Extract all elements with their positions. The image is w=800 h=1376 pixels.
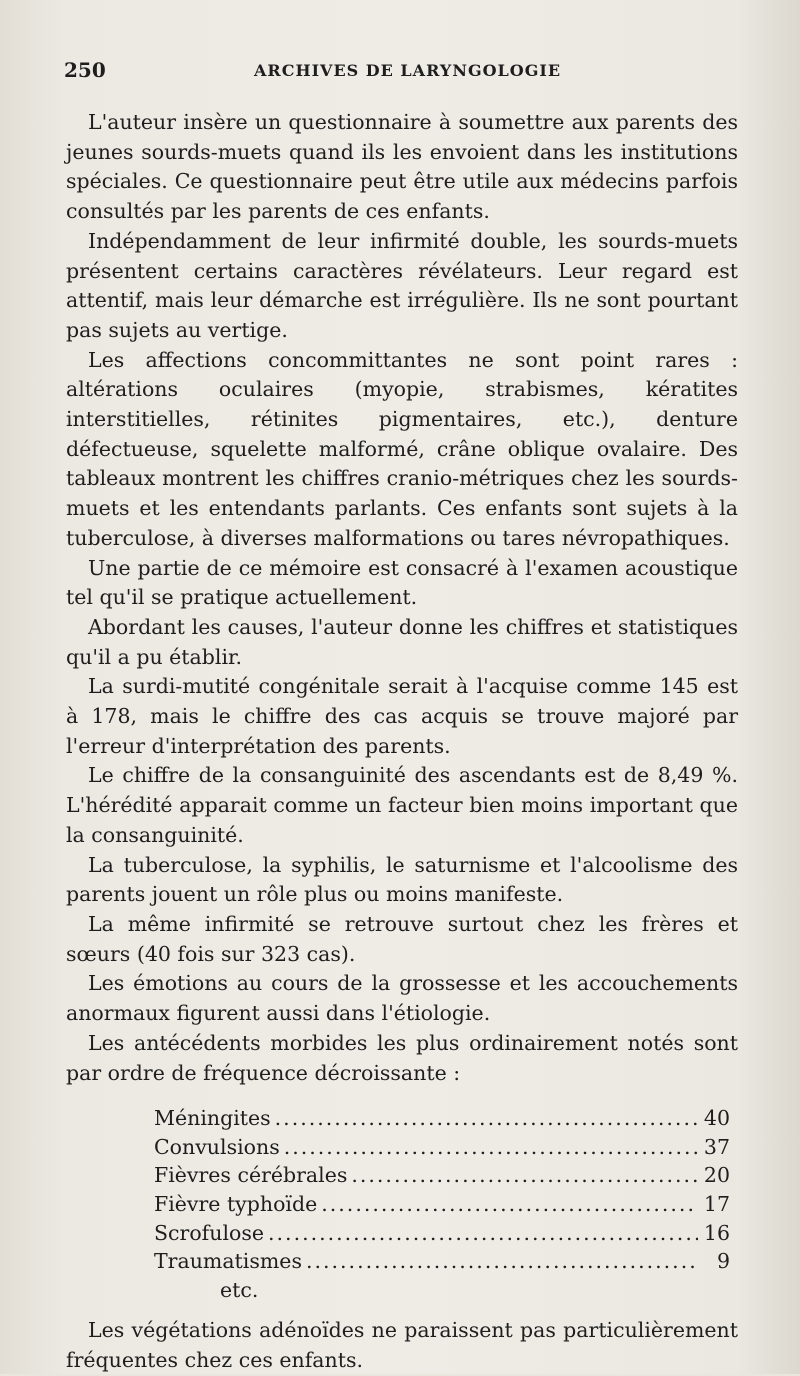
list-item-count: 16 [703,1220,730,1245]
dot-leader [321,1190,698,1219]
paragraph: Les affections concommittantes ne sont point rares : altérations oculaires (myopie, strabismes, kératites interstitielles, rétinites pigmentaires, etc.), denture défectueuse, squelette malformé, crâne oblique ovalaire. Des tableaux montrent les chiffres cranio-métriques chez les sourds-muets et les entendants parlants. Ces enfants sont sujets à la tuberculose, à diverses malformations ou tares névropathiques. [66,347,738,550]
list-item [66,1247,730,1276]
list-item-label: Fièvre typhoïde [154,1191,318,1216]
list-item-label: Traumatismes [154,1249,302,1274]
page-header [64,58,736,86]
list-item [66,1161,730,1190]
list-etc: etc. [220,1277,259,1302]
paragraph: Abordant les causes, l'auteur donne les chiffres et statistiques qu'il a pu établir. [66,614,738,669]
antecedents-list [66,1104,738,1304]
paragraph: Les antécédents morbides les plus ordinairement notés sont par ordre de fréquence décroissante : [66,1030,738,1085]
dot-leader [275,1104,698,1133]
list-item [66,1133,730,1162]
list-item [66,1190,730,1219]
paragraph: L'auteur insère un questionnaire à soumettre aux parents des jeunes sourds-muets quand ils les envoient dans les institutions spéciales. Ce questionnaire peut être utile aux médecins parfois consultés par les parents de ces enfants. [66,110,738,224]
paragraph: La tuberculose, la syphilis, le saturnisme et l'alcoolisme des parents jouent un rôle plus ou moins manifeste. [66,852,738,907]
paragraph: Le chiffre de la consanguinité des ascendants est de 8,49 %. L'hérédité apparait comme un facteur bien moins important que la consanguinité. [66,763,738,847]
list-item-label: Scrofulose [154,1220,265,1245]
closing-paragraph: Les végétations adénoïdes ne paraissent pas particulièrement fréquentes chez ces enfants. [66,1318,738,1373]
running-title: ARCHIVES DE LARYNGOLOGIE [254,61,562,80]
list-item-count: 37 [703,1134,730,1159]
paragraph: Une partie de ce mémoire est consacré à l'examen acoustique tel qu'il se pratique actuellement. [66,555,738,610]
list-item-count: 17 [703,1191,730,1216]
list-item-count: 40 [703,1106,730,1131]
dot-leader [268,1219,698,1248]
paragraph: Indépendamment de leur infirmité double, les sourds-muets présentent certains caractères révélateurs. Leur regard est attentif, mais leur démarche est irrégulière. Ils ne sont pourtant pas sujets au vertige. [66,228,738,342]
list-item-label: Méningites [154,1106,271,1131]
list-item-count: 20 [703,1163,730,1188]
paragraph: Les émotions au cours de la grossesse et les accouchements anormaux figurent aussi dans l'étiologie. [66,971,738,1026]
list-item-label: Convulsions [154,1134,280,1159]
list-item [66,1219,730,1248]
paragraph: La surdi-mutité congénitale serait à l'acquise comme 145 est à 178, mais le chiffre des cas acquis se trouve majoré par l'erreur d'interprétation des parents. [66,674,738,758]
dot-leader [351,1161,698,1190]
page-number: 250 [64,58,106,82]
paragraph: La même infirmité se retrouve surtout chez les frères et sœurs (40 fois sur 323 cas). [66,911,738,966]
list-item [66,1104,730,1133]
dot-leader [284,1133,698,1162]
list-item-label: Fièvres cérébrales [154,1163,348,1188]
page-body [66,108,738,1376]
list-item-count: 9 [716,1249,730,1274]
dot-leader [306,1247,698,1276]
